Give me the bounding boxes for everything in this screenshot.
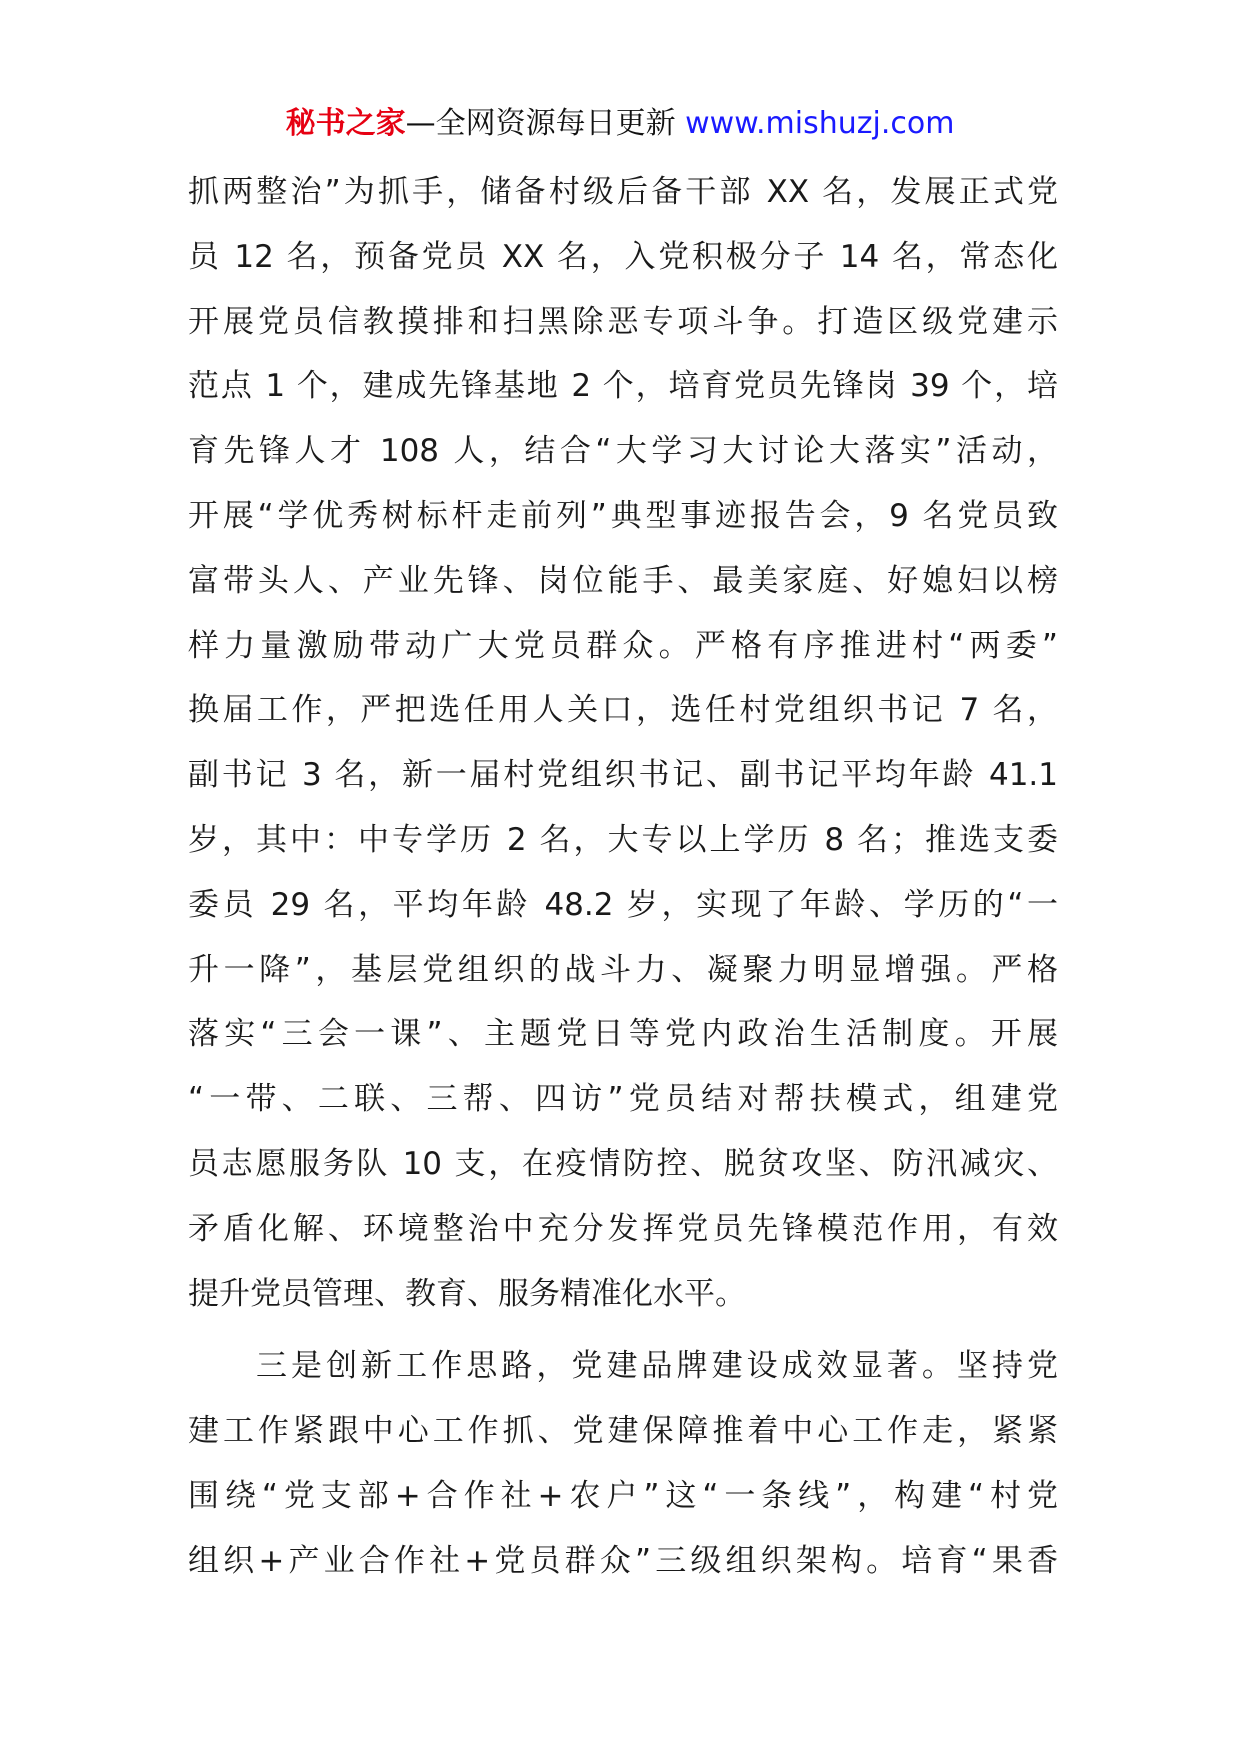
text-line: 委员 29 名，平均年龄 48.2 岁，实现了年龄、学历的“一 [188, 886, 1058, 923]
header-tagline: —全网资源每日更新 [405, 106, 686, 141]
header-url-link[interactable]: www.mishuzj.com [685, 106, 955, 141]
text-line: 落实“三会一课”、主题党日等党内政治生活制度。开展 [188, 1016, 1058, 1053]
text-line: 三是创新工作思路，党建品牌建设成效显著。坚持党 [256, 1348, 1058, 1385]
text-line: 开展党员信教摸排和扫黑除恶专项斗争。打造区级党建示 [188, 303, 1058, 340]
text-line: 升一降”，基层党组织的战斗力、凝聚力明显增强。严格 [188, 951, 1058, 988]
text-line: 样力量激励带动广大党员群众。严格有序推进村“两委” [188, 627, 1058, 664]
text-line: 提升党员管理、教育、服务精准化水平。 [188, 1275, 746, 1312]
text-line: 富带头人、产业先锋、岗位能手、最美家庭、好媳妇以榜 [188, 562, 1058, 599]
paragraph-1 [188, 160, 1058, 1326]
text-line: 范点 1 个，建成先锋基地 2 个，培育党员先锋岗 39 个，培 [188, 368, 1058, 405]
text-line: 副书记 3 名，新一届村党组织书记、副书记平均年龄 41.1 [188, 757, 1058, 794]
text-line: 育先锋人才 108 人，结合“大学习大讨论大落实”活动， [188, 433, 1058, 470]
page-header [0, 104, 1240, 144]
text-line: 建工作紧跟中心工作抓、党建保障推着中心工作走，紧紧 [188, 1413, 1058, 1450]
text-line: 员志愿服务队 10 支，在疫情防控、脱贫攻坚、防汛减灾、 [188, 1145, 1058, 1182]
text-line: 矛盾化解、环境整治中充分发挥党员先锋模范作用，有效 [188, 1210, 1058, 1247]
text-line: 组织+产业合作社+党员群众”三级组织架构。培育“果香 [188, 1542, 1058, 1579]
text-line: 岁，其中：中专学历 2 名，大专以上学历 8 名；推选支委 [188, 821, 1058, 858]
text-line: “一带、二联、三帮、四访”党员结对帮扶模式，组建党 [188, 1081, 1058, 1118]
header-brand: 秘书之家 [285, 106, 406, 141]
text-line: 抓两整治”为抓手，储备村级后备干部 XX 名，发展正式党 [188, 174, 1058, 210]
text-line: 员 12 名，预备党员 XX 名，入党积极分子 14 名，常态化 [188, 238, 1058, 275]
text-line: 换届工作，严把选任用人关口，选任村党组织书记 7 名， [188, 692, 1058, 729]
document-body [188, 160, 1058, 1594]
paragraph-2 [188, 1334, 1058, 1593]
text-line: 围绕“党支部+合作社+农户”这“一条线”，构建“村党 [188, 1477, 1058, 1514]
text-line: 开展“学优秀树标杆走前列”典型事迹报告会，9 名党员致 [188, 497, 1058, 534]
paragraph-spacer [188, 1326, 1058, 1334]
